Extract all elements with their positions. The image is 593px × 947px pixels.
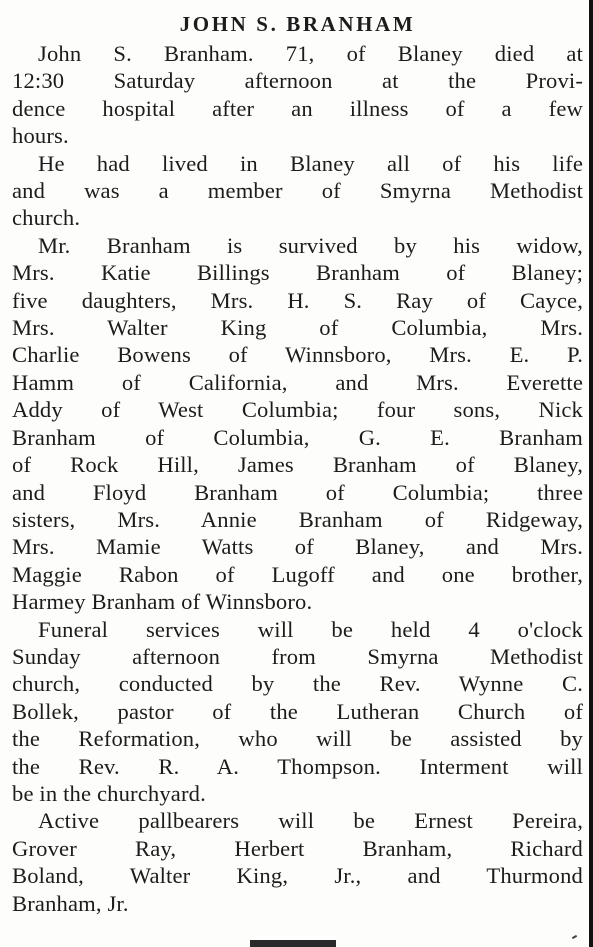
obituary-paragraph: [12, 40, 583, 150]
text-line: the Reformation, who will be assisted by: [12, 726, 583, 752]
text-line: Mrs. Katie Billings Branham of Blaney;: [12, 260, 583, 286]
text-line: Bollek, pastor of the Lutheran Church of: [12, 698, 583, 724]
obituary-paragraph: [12, 616, 583, 808]
text-line: be in the churchyard.: [12, 780, 206, 806]
text-line: Mrs. Walter King of Columbia, Mrs.: [12, 315, 583, 341]
obituary-headline: JOHN S. BRANHAM: [179, 12, 416, 36]
text-line: church, conducted by the Rev. Wynne C.: [12, 671, 583, 697]
text-line: Active pallbearers will be Ernest Pereira,: [38, 808, 583, 834]
text-line: Mr. Branham is survived by his widow,: [38, 232, 583, 258]
text-line: and was a member of Smyrna Methodist: [12, 178, 583, 204]
obituary-paragraph: [12, 807, 583, 917]
text-line: John S. Branham. 71, of Blaney died at: [38, 41, 583, 66]
text-line: Hamm of California, and Mrs. Everette: [12, 369, 583, 395]
obituary-paragraph: [12, 232, 583, 616]
print-mark: [572, 935, 577, 939]
text-line: He had lived in Blaney all of his life: [38, 150, 583, 176]
bottom-divider: [250, 940, 336, 947]
text-line: and Floyd Branham of Columbia; three: [12, 479, 583, 505]
text-line: Grover Ray, Herbert Branham, Richard: [12, 835, 583, 861]
text-line: Addy of West Columbia; four sons, Nick: [12, 397, 583, 423]
text-line: church.: [12, 205, 81, 231]
text-line: 12:30 Saturday afternoon at the Provi-: [12, 68, 583, 94]
text-line: of Rock Hill, James Branham of Blaney,: [12, 452, 583, 478]
text-line: Harmey Branham of Winnsboro.: [12, 589, 313, 615]
text-line: Charlie Bowens of Winnsboro, Mrs. E. P.: [12, 342, 583, 368]
text-line: Sunday afternoon from Smyrna Methodist: [12, 643, 583, 669]
text-line: five daughters, Mrs. H. S. Ray of Cayce,: [12, 287, 583, 313]
column-rule: [589, 0, 593, 947]
text-line: Mrs. Mamie Watts of Blaney, and Mrs.: [12, 534, 583, 560]
text-line: Branham, Jr.: [12, 890, 129, 916]
obituary-body: [12, 40, 583, 917]
text-line: Boland, Walter King, Jr., and Thurmond: [12, 863, 583, 889]
text-line: the Rev. R. A. Thompson. Interment will: [12, 753, 583, 779]
text-line: hours.: [12, 123, 69, 149]
text-line: Branham of Columbia, G. E. Branham: [12, 424, 583, 450]
obituary-paragraph: [12, 150, 583, 232]
text-line: Funeral services will be held 4 o'clock: [38, 616, 583, 642]
text-line: sisters, Mrs. Annie Branham of Ridgeway,: [12, 506, 583, 532]
text-line: Maggie Rabon of Lugoff and one brother,: [12, 561, 583, 587]
text-line: dence hospital after an illness of a few: [12, 95, 583, 121]
